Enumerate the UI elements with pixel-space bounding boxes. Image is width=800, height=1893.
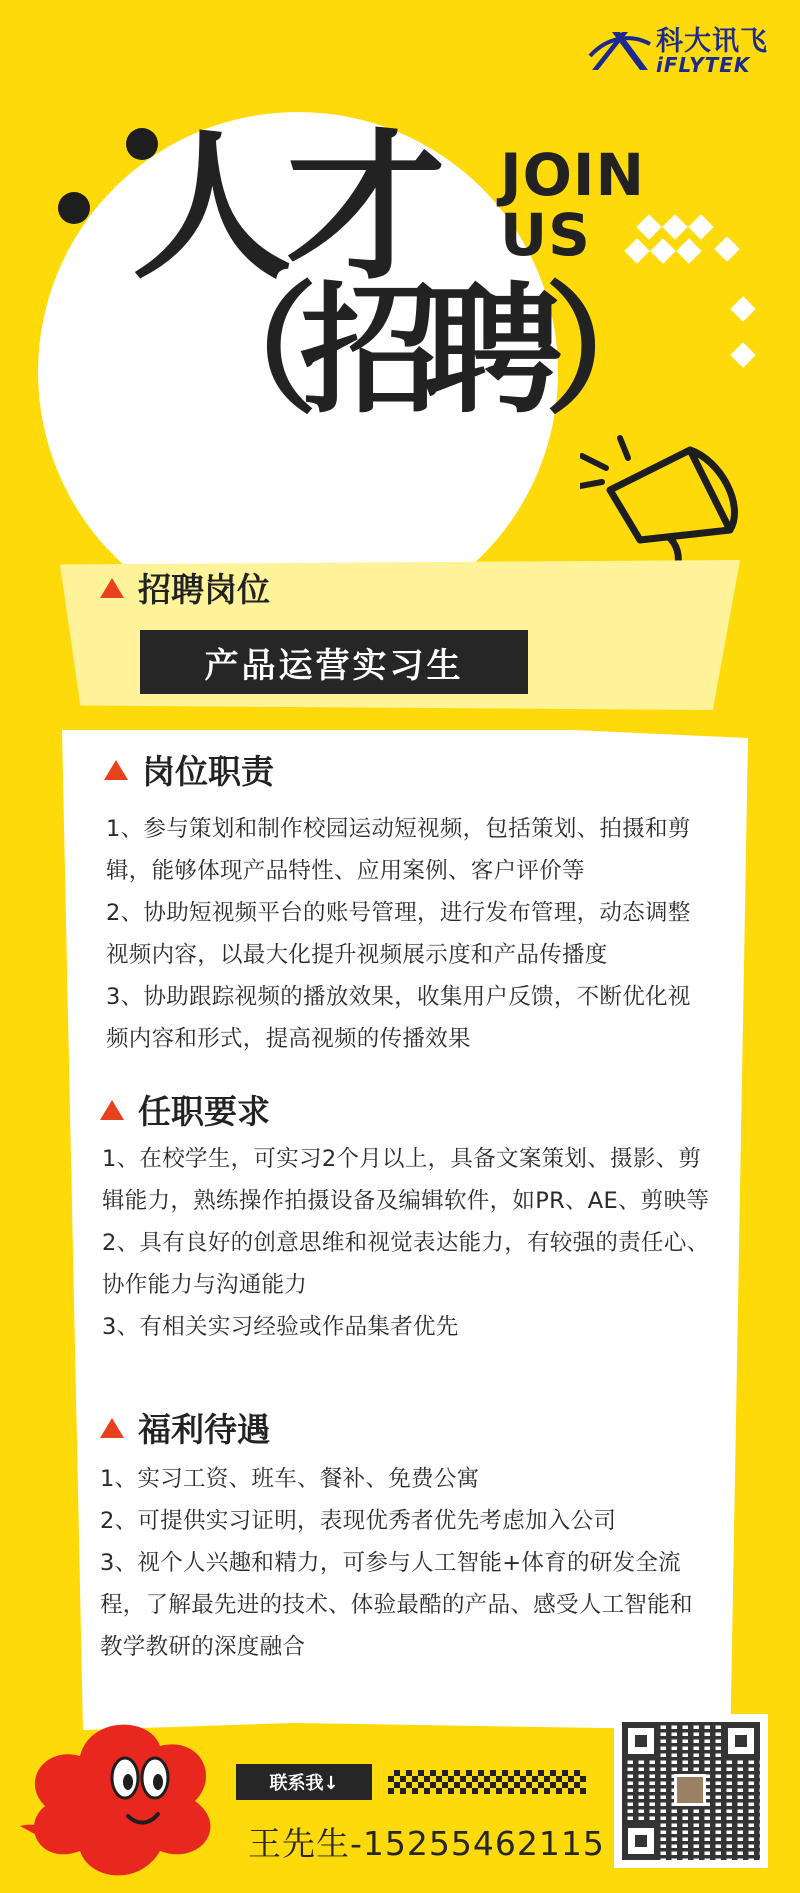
benefits-list [100,1458,710,1668]
diamond [636,214,661,239]
diamond [676,238,701,263]
join-text: JOIN [500,141,646,209]
qr-finder [622,1722,660,1760]
requirements-heading [100,1086,270,1133]
duty-item: 2、协助短视频平台的账号管理，进行发布管理，动态调整视频内容，以最大化提升视频展示度和产品传播度 [106,900,691,968]
duties-list [106,808,706,1060]
duties-heading [104,746,274,793]
diamond [714,236,739,261]
qr-code[interactable] [614,1714,768,1868]
requirement-item: 1、在校学生，可实习2个月以上，具备文案策划、摄影、剪辑能力，熟练操作拍摄设备及编辑软件，如PR、AE、剪映等 [102,1146,710,1214]
benefits-heading [100,1404,270,1451]
logo-mark-icon [588,26,652,76]
duty-item: 3、协助跟踪视频的播放效果，收集用户反馈，不断优化视频内容和形式，提高视频的传播效果 [106,984,691,1052]
requirement-item: 2、具有良好的创意思维和视觉表达能力，有较强的责任心、协作能力与沟通能力 [102,1230,710,1298]
position-heading [100,564,270,611]
logo-text [656,25,768,77]
logo-en: iFLYTEK [656,52,751,77]
us-text: US [500,201,591,269]
logo-cn: 科大讯飞 [656,25,768,57]
qr-finder [722,1722,760,1760]
qr-pattern [622,1722,760,1860]
triangle-icon [100,578,124,598]
benefit-item: 2、可提供实习证明，表现优秀者优先考虑加入公司 [100,1508,617,1534]
diamond [730,296,755,321]
hero-title-line1: 人才 [132,114,441,301]
diamond [662,214,687,239]
checker-pattern [388,1770,586,1794]
decor-dot [58,192,90,224]
requirements-list [102,1138,710,1348]
triangle-icon [100,1418,124,1438]
benefit-item: 1、实习工资、班车、餐补、免费公寓 [100,1466,480,1492]
position-heading-text: 招聘岗位 [138,570,270,609]
triangle-icon [100,1100,124,1120]
benefit-item: 3、视个人兴趣和精力，可参与人工智能+体育的研发全流程，了解最先进的技术、体验最酷的产品、感受人工智能和教学教研的深度融合 [100,1550,693,1660]
diamond [730,342,755,367]
qr-finder [622,1822,660,1860]
triangle-icon [104,760,128,780]
requirements-heading-text: 任职要求 [138,1092,270,1131]
position-title-tag: 产品运营实习生 [140,630,528,694]
contact-label: 联系我↓ [236,1764,372,1800]
diamond [650,238,675,263]
qr-avatar [674,1774,706,1806]
benefits-heading-text: 福利待遇 [138,1410,270,1449]
mascot-icon [20,1716,240,1886]
contact-name-phone: 王先生-15255462115 [248,1824,605,1863]
iflytek-logo [588,26,768,76]
duty-item: 1、参与策划和制作校园运动短视频，包括策划、拍摄和剪辑，能够体现产品特性、应用案例、客户评价等 [106,816,691,884]
requirement-item: 3、有相关实习经验或作品集者优先 [102,1314,459,1340]
diamond [624,238,649,263]
diamond [688,214,713,239]
duties-heading-text: 岗位职责 [142,752,274,791]
hero-title-line2: （招聘） [178,270,667,433]
